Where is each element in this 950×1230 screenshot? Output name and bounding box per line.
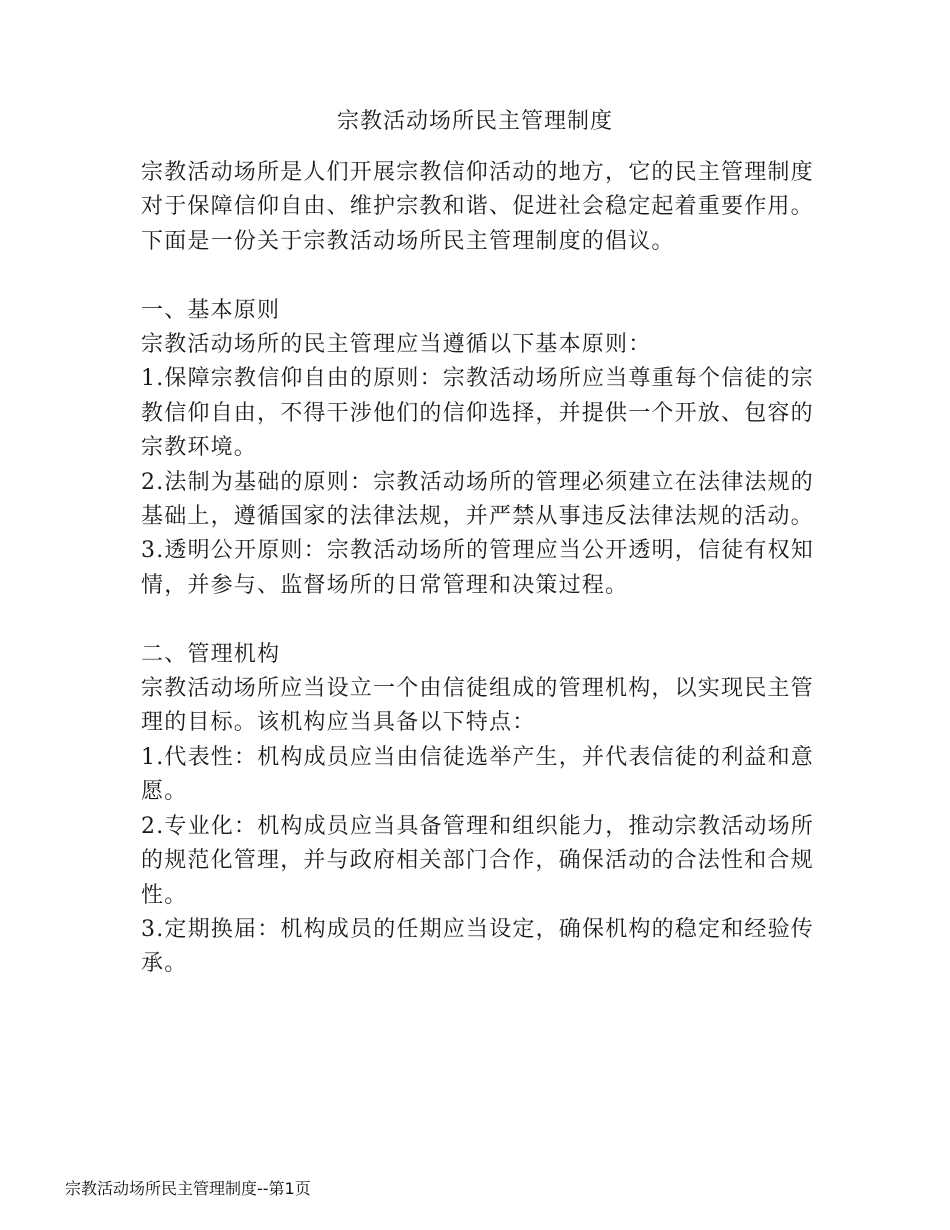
list-item: 1.代表性：机构成员应当由信徒选举产生，并代表信徒的利益和意愿。 [141, 744, 814, 805]
paragraph-gap [141, 259, 831, 293]
section-lead: 宗教活动场所的民主管理应当遵循以下基本原则： [141, 332, 652, 358]
document-body [141, 156, 831, 982]
section-lead: 宗教活动场所应当设立一个由信徒组成的管理机构，以实现民主管理的目标。该机构应当具备以下特点： [141, 676, 814, 736]
list-item: 2.法制为基础的原则：宗教活动场所的管理必须建立在法律法规的基础上，遵循国家的法律法规，并严禁从事违反法律法规的活动。 [141, 469, 814, 530]
list-item: 1.保障宗教信仰自由的原则：宗教活动场所应当尊重每个信徒的宗教信仰自由，不得干涉他们的信仰选择，并提供一个开放、包容的宗教环境。 [141, 366, 814, 461]
intro-paragraph: 宗教活动场所是人们开展宗教信仰活动的地方，它的民主管理制度对于保障信仰自由、维护宗教和谐、促进社会稳定起着重要作用。下面是一份关于宗教活动场所民主管理制度的倡议。 [141, 160, 814, 254]
list-item: 3.定期换届：机构成员的任期应当设定，确保机构的稳定和经验传承。 [141, 916, 814, 977]
list-item: 2.专业化：机构成员应当具备管理和组织能力，推动宗教活动场所的规范化管理，并与政府相关部门合作，确保活动的合法性和合规性。 [141, 813, 814, 908]
document-title: 宗教活动场所民主管理制度 [336, 109, 613, 134]
page-footer: 宗教活动场所民主管理制度--第1页 [65, 1179, 311, 1198]
section-heading: 二、管理机构 [141, 641, 281, 667]
list-item: 3.透明公开原则：宗教活动场所的管理应当公开透明，信徒有权知情，并参与、监督场所的日常管理和决策过程。 [141, 538, 814, 598]
paragraph-gap [141, 603, 831, 637]
section-heading: 一、基本原则 [141, 297, 281, 323]
